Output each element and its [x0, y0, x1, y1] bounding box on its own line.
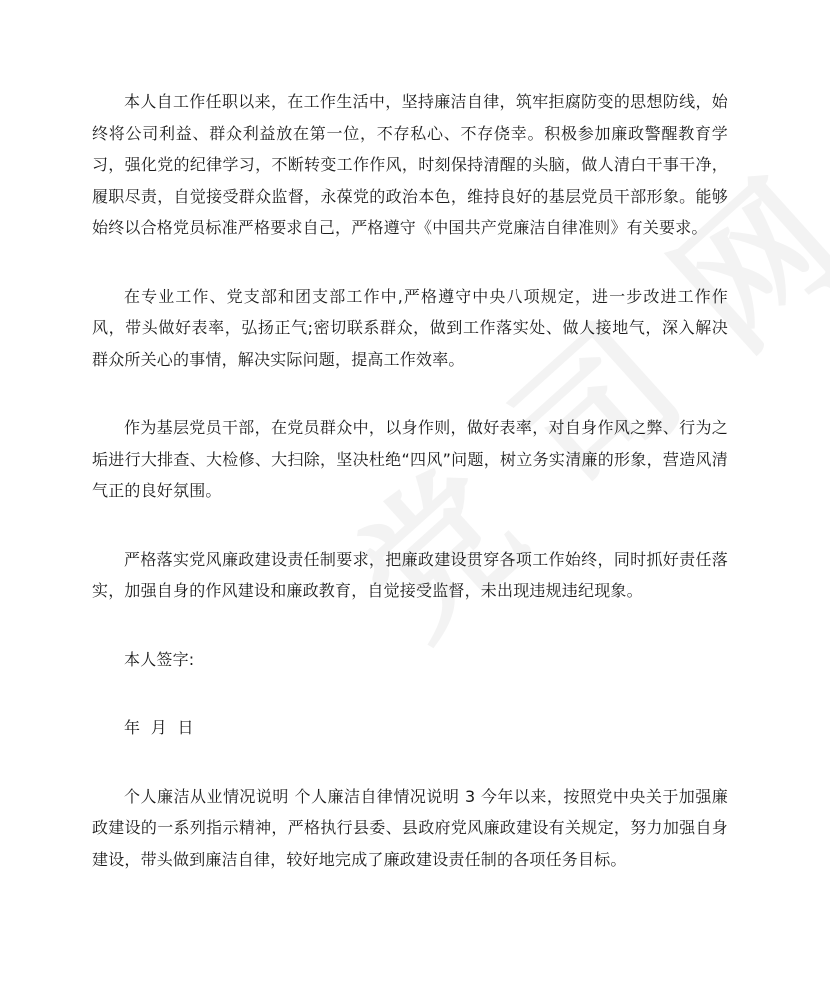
signature-label: 本人签字:	[124, 649, 195, 669]
paragraph-work-style: 在专业工作、党支部和团支部工作中,严格遵守中央八项规定，进一步改进工作作风，带头做好表率，弘扬正气;密切联系群众，做到工作落实处、做人接地气，深入解决群众所关心的事情，解决实际问题，提高工作效率。	[92, 286, 728, 369]
paragraph-statement: 个人廉洁从业情况说明 个人廉洁自律情况说明 3 今年以来，按照党中央关于加强廉政建设的一系列指示精神，严格执行县委、县政府党风廉政建设有关规定，努力加强自身建设，带头做到廉洁自律，较好地完成了廉政建设责任制的各项任务目标。	[92, 786, 728, 869]
paragraph-self-discipline: 本人自工作任职以来，在工作生活中，坚持廉洁自律，筑牢拒腐防变的思想防线，始终将公司利益、群众利益放在第一位，不存私心、不存侥幸。积极参加廉政警醒教育学习，强化党的纪律学习，不断转变工作作风，时刻保持清醒的头脑，做人清白干事干净，履职尽责，自觉接受群众监督，永葆党的政治本色，维持良好的基层党员干部形象。能够始终以合格党员标准严格要求自己，严格遵守《中国共产党廉洁自律准则》有关要求。	[92, 92, 728, 237]
paragraph-responsibility: 严格落实党风廉政建设责任制要求，把廉政建设贯穿各项工作始终，同时抓好责任落实，加强自身的作风建设和廉政教育，自觉接受监督，未出现违规违纪现象。	[92, 549, 728, 600]
paragraph-role-model: 作为基层党员干部，在党员群众中，以身作则，做好表率，对自身作风之弊、行为之垢进行大排查、大检修、大扫除，坚决杜绝“四风”问题，树立务实清廉的形象，营造风清气正的良好氛围。	[92, 418, 728, 500]
document-body	[92, 86, 728, 875]
date-line: 年 月 日	[124, 718, 194, 737]
